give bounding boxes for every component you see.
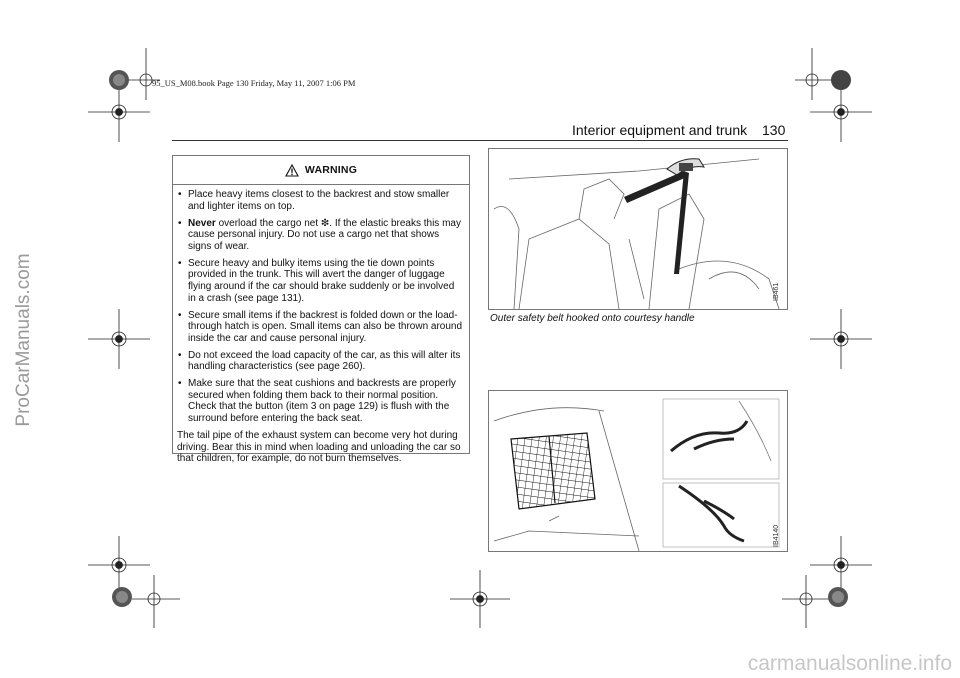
warning-item-text: Do not exceed the load capacity of the car, as this will alter its handling characteristics (see page 260).	[188, 349, 461, 373]
figure-code: IB4140	[773, 524, 780, 547]
warning-header	[173, 156, 469, 185]
bottom-watermark: carmanualsonline.info	[747, 652, 952, 675]
warning-item-text: Secure small items if the backrest is folded down or the load-through hatch is open. Small items can also be thrown around inside the car and cause personal injury.	[188, 309, 463, 344]
warning-item	[177, 258, 463, 304]
side-watermark	[13, 253, 34, 427]
warning-item	[177, 310, 463, 345]
warning-box	[172, 155, 470, 465]
warning-heading: WARNING	[304, 164, 358, 176]
warning-item-text: Make sure that the seat cushions and backrests are properly secured when folding them back to their normal position. Check that the button (item 3 on page 129) is flush with the surround before entering the back seat.	[188, 378, 456, 425]
warning-list	[177, 189, 463, 425]
page-title: Interior equipment and trunk	[572, 122, 748, 138]
warning-item-text: Secure heavy and bulky items using the tie down points provided in the trunk. This will avert the danger of luggage flying around if the car should brake suddenly or be involved in a crash (see page 131).	[188, 257, 455, 304]
warning-item	[177, 218, 463, 253]
figure-caption: Outer safety belt hooked onto courtesy handle	[490, 313, 695, 324]
warning-item-lead: Never	[188, 217, 216, 229]
figure-cargo-net	[488, 390, 788, 552]
page-number: 130	[762, 122, 786, 138]
side-watermark-text: ProCarManuals.com	[13, 253, 34, 427]
warning-triangle-icon	[285, 164, 299, 177]
warning-footer: The tail pipe of the exhaust system can become very hot during driving. Bear this in mind when loading and unloading the car so that children, for example, do not burn themselves.	[177, 430, 461, 465]
warning-item-text: Place heavy items closest to the backrest and stow smaller and lighter items on top.	[188, 189, 450, 212]
cargo-net-illustration	[489, 391, 787, 551]
warning-item	[177, 378, 463, 424]
warning-body	[173, 185, 469, 465]
seatbelt-illustration	[489, 149, 787, 309]
warning-item-text: overload the cargo net ❇. If the elastic breaks this may cause personal injury. Do not use a cargo net that shows signs of wear.	[188, 217, 461, 252]
warning-item	[177, 350, 463, 373]
header-divider	[172, 140, 788, 141]
file-stamp: 95_US_M08.book Page 130 Friday, May 11, 2007 1:06 PM	[152, 78, 356, 88]
warning-item	[177, 189, 463, 212]
figure-seatbelt	[488, 148, 788, 310]
figure-code: IB461	[773, 282, 780, 301]
